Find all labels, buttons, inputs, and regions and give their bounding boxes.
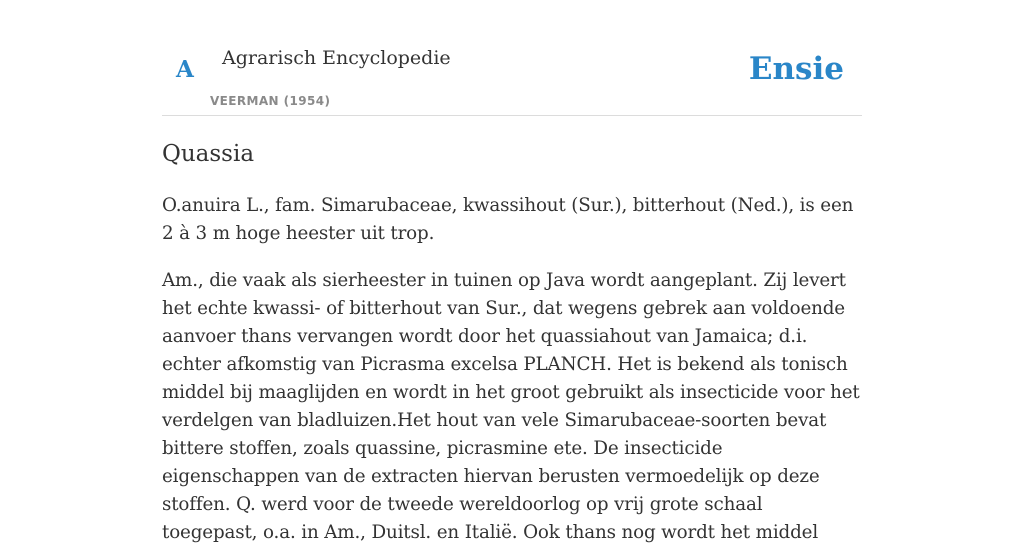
index-letter-link[interactable]: A (176, 56, 194, 83)
brand-logo-link[interactable]: Ensie (748, 51, 844, 87)
entry-paragraph: O.anuira L., fam. Simarubaceae, kwassihout (Sur.), bitterhout (Ned.), is een 2 à 3 m hoge heester uit trop. (162, 195, 854, 244)
entry-paragraph: Am., die vaak als sierheester in tuinen op Java wordt aangeplant. Zij levert het echte kwassi- of bitterhout van Sur., dat wegens gebrek aan voldoende aanvoer thans vervangen wordt door het quassiahout van Jamaica; d.i. echter afkomstig van Picrasma excelsa PLANCH. Het is bekend als tonisch middel bij maaglijden en wordt in het groot gebruikt als insecticide voor het verdelgen van bladluizen.Het hout van vele Simarubaceae-soorten bevat bittere stoffen, zoals quassine, picrasmine ete. De insecticide eigenschappen van de extracten hiervan berusten vermoedelijk op deze stoffen. Q. werd voor de tweede wereldoorlog op vrij grote schaal toegepast, o.a. in Am., Duitsl. en Italië. Ook thans nog wordt het middel (162, 270, 860, 543)
book-author: VEERMAN (1954) (210, 94, 331, 108)
entry-content (162, 136, 862, 547)
book-title-link[interactable]: Agrarisch Encyclopedie (222, 47, 451, 69)
entry-title: Quassia (162, 141, 255, 167)
book-header (162, 0, 862, 116)
